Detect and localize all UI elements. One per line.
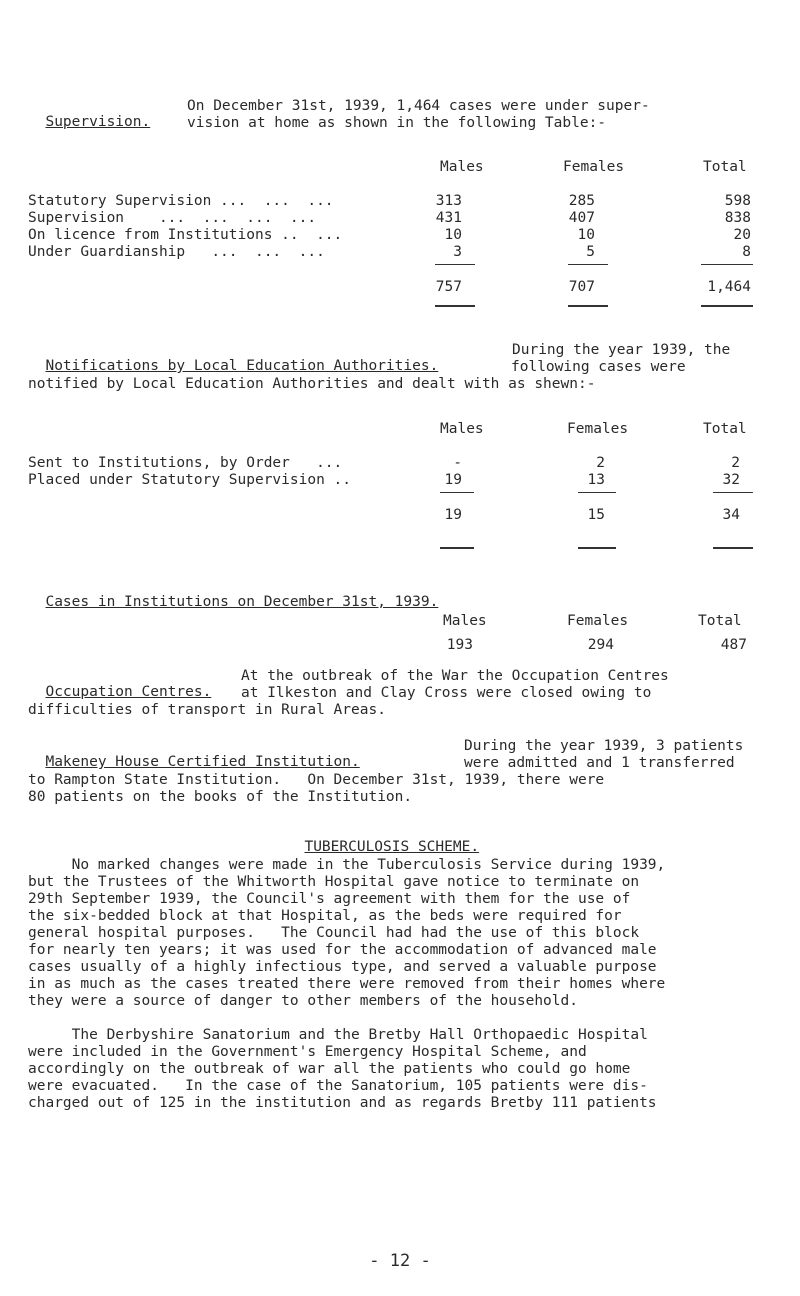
total-total: 34	[722, 507, 740, 523]
institutions-heading-text: Cases in Institutions on December 31st, 1939.	[45, 594, 439, 610]
table-cell-total: 32	[722, 472, 740, 488]
divider	[578, 547, 616, 549]
divider	[701, 264, 753, 265]
table-row-label: Supervision ... ... ... ...	[28, 210, 317, 226]
table-cell-males: 3	[453, 244, 462, 260]
table-cell-males: -	[453, 455, 462, 471]
occupation-heading-text: Occupation Centres.	[45, 684, 212, 700]
occupation-heading	[28, 668, 211, 700]
table-cell-males: 10	[444, 227, 462, 243]
table-cell-males: 431	[435, 210, 462, 226]
supervision-intro-line2: vision at home as shown in the following Table:-	[187, 115, 607, 131]
supervision-col-males: Males	[440, 159, 484, 175]
notifications-col-males: Males	[440, 421, 484, 437]
notifications-col-females: Females	[567, 421, 629, 437]
supervision-intro-line1: On December 31st, 1939, 1,464 cases were under super-	[187, 98, 650, 114]
table-cell-females: 5	[586, 244, 595, 260]
table-cell-females: 13	[587, 472, 605, 488]
makeney-heading-text: Makeney House Certified Institution.	[45, 754, 360, 770]
institutions-col-total: Total	[698, 613, 742, 629]
supervision-col-total: Total	[703, 159, 747, 175]
notifications-col-total: Total	[703, 421, 747, 437]
paragraph-line: the six-bedded block at that Hospital, as the beds were required for	[28, 908, 622, 924]
table-cell-total: 2	[731, 455, 740, 471]
notifications-text-line3: notified by Local Education Authorities and dealt with as shewn:-	[28, 376, 596, 392]
supervision-col-females: Females	[563, 159, 625, 175]
paragraph-line: they were a source of danger to other members of the household.	[28, 993, 578, 1009]
divider	[713, 492, 753, 493]
divider	[568, 264, 608, 265]
divider	[713, 547, 753, 549]
occupation-line1: At the outbreak of the War the Occupation Centres	[241, 668, 669, 684]
total-males: 757	[435, 279, 462, 295]
paragraph-line: for nearly ten years; it was used for the accommodation of advanced male	[28, 942, 657, 958]
table-row-label: On licence from Institutions .. ...	[28, 227, 343, 243]
institutions-heading	[28, 578, 438, 610]
supervision-heading-text: Supervision.	[45, 114, 151, 130]
occupation-line3: difficulties of transport in Rural Areas.	[28, 702, 386, 718]
table-cell-total: 598	[724, 193, 751, 209]
occupation-line2: at Ilkeston and Clay Cross were closed owing to	[241, 685, 652, 701]
institutions-col-males: Males	[443, 613, 487, 629]
paragraph-line: cases usually of a highly infectious type, and served a valuable purpose	[28, 959, 657, 975]
paragraph-line: were included in the Government's Emergency Hospital Scheme, and	[28, 1044, 587, 1060]
divider	[701, 305, 753, 307]
table-row-label: Placed under Statutory Supervision ..	[28, 472, 352, 488]
total-males: 19	[444, 507, 462, 523]
notifications-heading-text: Notifications by Local Education Authorities.	[45, 358, 439, 374]
paragraph-line: The Derbyshire Sanatorium and the Bretby Hall Orthopaedic Hospital	[28, 1027, 648, 1043]
makeney-heading	[28, 738, 360, 770]
divider	[435, 305, 475, 307]
tuberculosis-heading-text: TUBERCULOSIS SCHEME.	[304, 839, 480, 855]
makeney-line4: 80 patients on the books of the Institution.	[28, 789, 413, 805]
divider	[568, 305, 608, 307]
total-females: 707	[568, 279, 595, 295]
table-row-label: Sent to Institutions, by Order ...	[28, 455, 343, 471]
total-total: 1,464	[707, 279, 751, 295]
divider	[578, 492, 616, 493]
paragraph-line: accordingly on the outbreak of war all the patients who could go home	[28, 1061, 631, 1077]
notifications-text-line2: following cases were	[511, 359, 686, 375]
paragraph-line: general hospital purposes. The Council had had the use of this block	[28, 925, 640, 941]
makeney-line2: were admitted and 1 transferred	[464, 755, 735, 771]
tuberculosis-heading	[287, 823, 479, 855]
table-cell-females: 407	[568, 210, 595, 226]
table-cell-males: 19	[444, 472, 462, 488]
paragraph-line: were evacuated. In the case of the Sanatorium, 105 patients were dis-	[28, 1078, 648, 1094]
notifications-text-line1: During the year 1939, the	[512, 342, 731, 358]
paragraph-line: in as much as the cases treated there were removed from their homes where	[28, 976, 666, 992]
total-females: 15	[587, 507, 605, 523]
table-cell-males: 313	[435, 193, 462, 209]
table-cell-females: 285	[568, 193, 595, 209]
divider	[440, 547, 474, 549]
table-cell-total: 838	[724, 210, 751, 226]
table-cell-total: 20	[733, 227, 751, 243]
paragraph-line: No marked changes were made in the Tuberculosis Service during 1939,	[28, 857, 666, 873]
divider	[440, 492, 474, 493]
table-cell-females: 2	[596, 455, 605, 471]
divider	[435, 264, 475, 265]
institutions-females: 294	[587, 637, 614, 653]
paragraph-line: charged out of 125 in the institution and as regards Bretby 111 patients	[28, 1095, 657, 1111]
page-number: - 12 -	[369, 1251, 431, 1271]
table-row-label: Under Guardianship ... ... ...	[28, 244, 325, 260]
supervision-heading	[28, 98, 150, 130]
institutions-col-females: Females	[567, 613, 629, 629]
makeney-line1: During the year 1939, 3 patients	[464, 738, 744, 754]
notifications-heading	[28, 342, 438, 374]
institutions-total: 487	[720, 637, 747, 653]
table-cell-females: 10	[577, 227, 595, 243]
paragraph-line: but the Trustees of the Whitworth Hospital gave notice to terminate on	[28, 874, 640, 890]
table-cell-total: 8	[742, 244, 751, 260]
makeney-line3: to Rampton State Institution. On December 31st, 1939, there were	[28, 772, 605, 788]
table-row-label: Statutory Supervision ... ... ...	[28, 193, 334, 209]
institutions-males: 193	[446, 637, 473, 653]
paragraph-line: 29th September 1939, the Council's agreement with them for the use of	[28, 891, 631, 907]
